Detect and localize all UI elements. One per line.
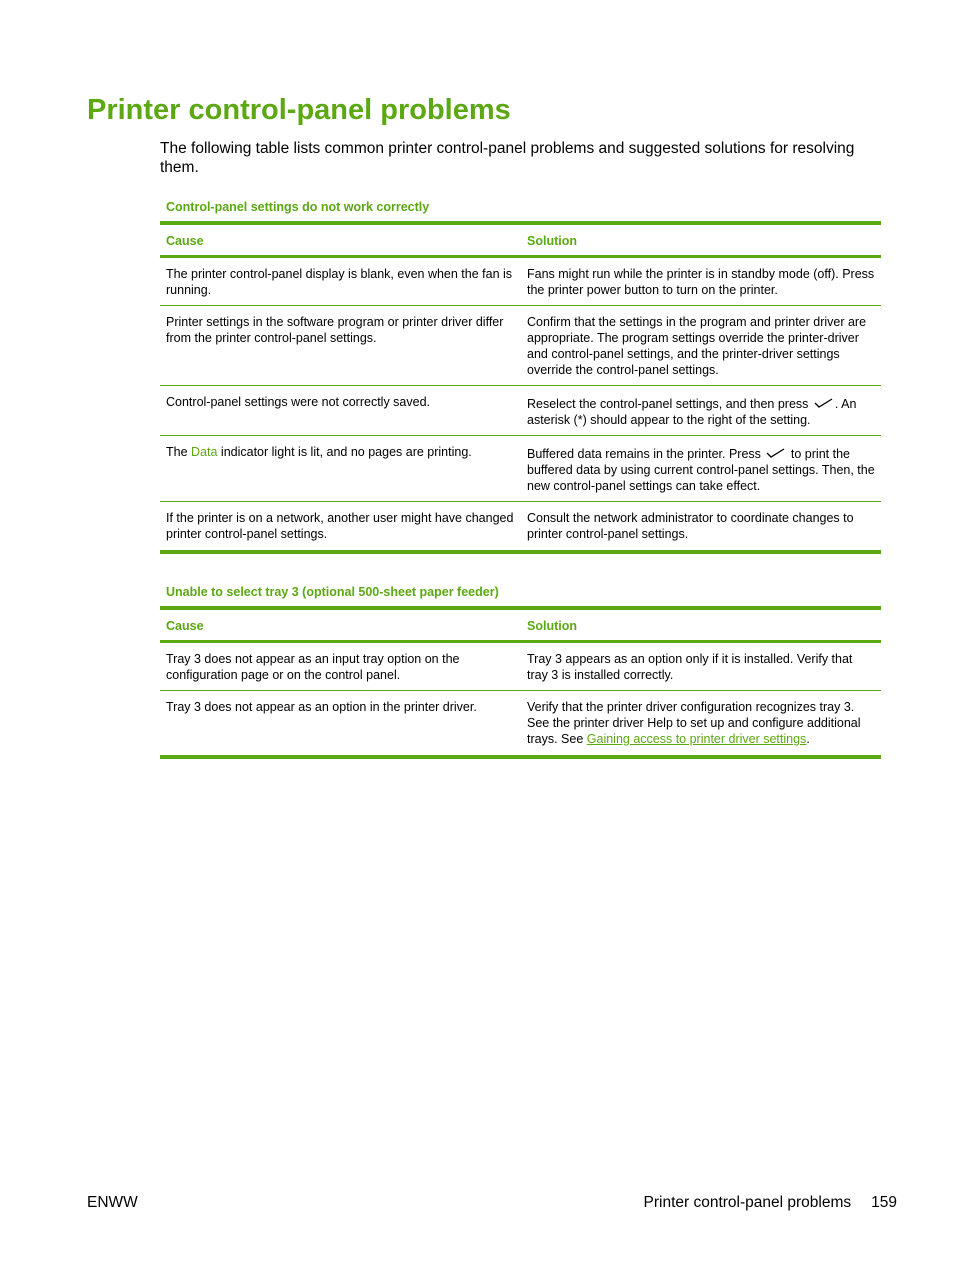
table-row [160,436,881,502]
table2-header-cause: Cause [160,608,521,642]
table1-header-row [160,223,881,257]
data-indicator-label: Data [191,445,218,459]
checkmark-icon [766,448,785,458]
table2-caption: Unable to select tray 3 (optional 500-sheet paper feeder) [166,585,499,599]
intro-paragraph: The following table lists common printer control-panel problems and suggested solutions for resolving them. [160,140,855,176]
cause-cell: Tray 3 does not appear as an option in the printer driver. [160,691,521,758]
solution-text: Reselect the control-panel settings, and then press [527,397,809,411]
footer-section-title: Printer control-panel problems [643,1194,852,1211]
cause-cell [160,436,521,502]
solution-cell: Confirm that the settings in the program and printer driver are appropriate. The program settings override the printer-driver and control-panel settings, and the printer-driver settings override the control-panel settings. [521,306,881,386]
table-row [160,257,881,306]
table-row [160,306,881,386]
driver-settings-link[interactable]: Gaining access to printer driver settings [586,732,807,746]
footer-doc-id: ENWW [87,1194,138,1211]
solution-cell [521,436,881,502]
table-row [160,386,881,436]
cause-cell: If the printer is on a network, another user might have changed printer control-panel settings. [160,502,521,553]
table-row [160,642,881,691]
cause-cell: The printer control-panel display is blank, even when the fan is running. [160,257,521,306]
table2-header-solution: Solution [521,608,881,642]
checkmark-icon [814,398,833,408]
solution-cell [521,386,881,436]
page-title: Printer control-panel problems [87,94,511,126]
table1-caption: Control-panel settings do not work correctly [166,200,430,214]
footer-section [644,1194,898,1212]
table1 [160,221,881,554]
table2 [160,606,881,759]
table-row [160,502,881,553]
solution-text: to print the buffered data by using current control-panel settings. Then, the new control-panel settings can take effect. [527,447,875,493]
cause-cell: Tray 3 does not appear as an input tray option on the configuration page or on the control panel. [160,642,521,691]
table1-header-cause: Cause [160,223,521,257]
solution-cell: Consult the network administrator to coordinate changes to printer control-panel settings. [521,502,881,553]
solution-text: Buffered data remains in the printer. Press [527,447,761,461]
table2-header-row [160,608,881,642]
cause-cell: Control-panel settings were not correctly saved. [160,386,521,436]
solution-text: . An asterisk (*) should appear to the right of the setting. [527,397,857,427]
page-number: 159 [871,1194,897,1211]
table1-header-solution: Solution [521,223,881,257]
solution-cell: Tray 3 appears as an option only if it is installed. Verify that tray 3 is installed correctly. [521,642,881,691]
solution-cell [521,691,881,758]
cause-text: The [166,445,188,459]
solution-cell: Fans might run while the printer is in standby mode (off). Press the printer power button to turn on the printer. [521,257,881,306]
solution-text: Verify that the printer driver configuration recognizes tray 3. See the printer driver Help to set up and configure additional trays. See [527,700,861,746]
cause-cell: Printer settings in the software program or printer driver differ from the printer control-panel settings. [160,306,521,386]
solution-text: . [806,732,810,746]
table-row [160,691,881,758]
cause-text: indicator light is lit, and no pages are printing. [220,445,472,459]
